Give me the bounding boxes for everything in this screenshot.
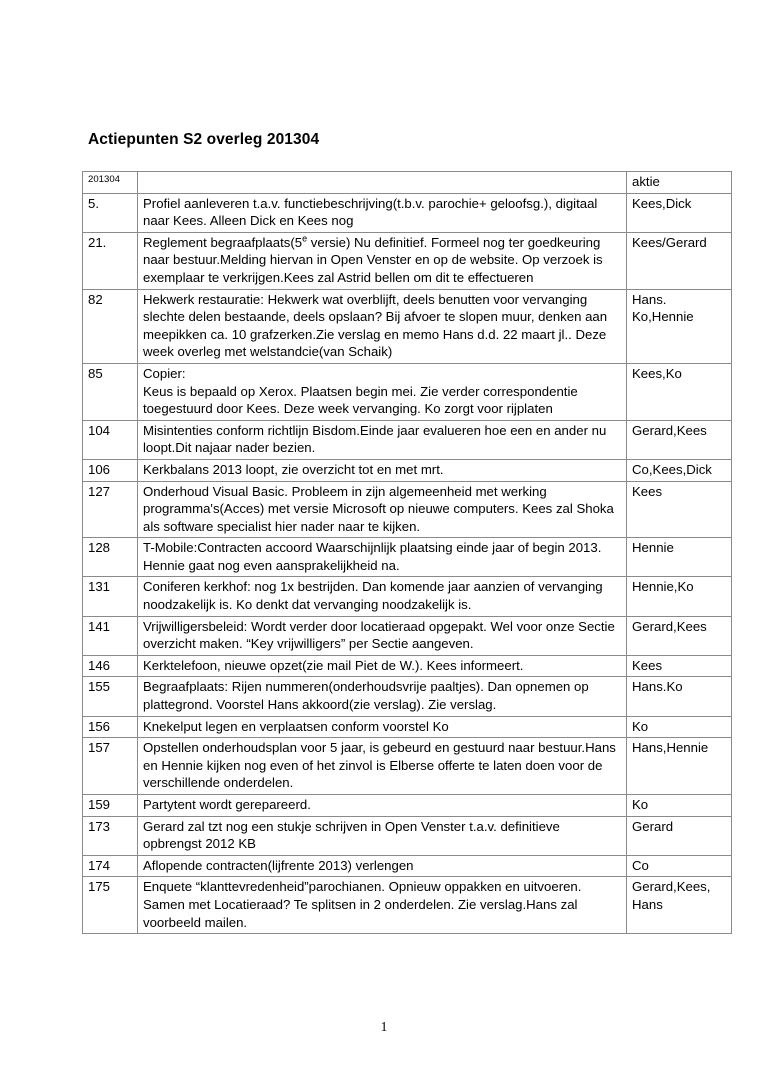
row-description-cell bbox=[138, 655, 627, 677]
description-text: Kerkbalans 2013 loopt, zie overzicht tot en met mrt. bbox=[143, 461, 444, 477]
actiepunten-table bbox=[82, 171, 732, 934]
row-aktie-cell: Co,Kees,Dick bbox=[627, 459, 732, 481]
row-description-cell bbox=[138, 677, 627, 716]
row-number-cell: 21. bbox=[83, 232, 138, 289]
description-text: Vrijwilligersbeleid: Wordt verder door locatieraad opgepakt. Wel voor onze Sectie overzicht maken. “Key vrijwilligers” per Sectie aangeven. bbox=[143, 618, 615, 652]
row-number-cell: 174 bbox=[83, 855, 138, 877]
description-text: Enquete “klanttevredenheid”parochianen. Opnieuw oppakken en uitvoeren. Samen met Locatieraad? Te splitsen in 2 onderdelen. Zie verslag.Hans zal voorbeeld mailen. bbox=[143, 879, 582, 930]
table-row bbox=[83, 289, 732, 363]
row-aktie-cell: Gerard bbox=[627, 816, 732, 855]
row-number-cell: 128 bbox=[83, 538, 138, 577]
table-row bbox=[83, 716, 732, 738]
row-aktie-cell: Hennie,Ko bbox=[627, 577, 732, 616]
row-description-cell bbox=[138, 363, 627, 420]
description-text: Reglement begraafplaats(5 bbox=[143, 234, 303, 250]
description-text: Coniferen kerkhof: nog 1x bestrijden. Dan komende jaar aanzien of vervanging noodzakelijk is. Ko denkt dat vervanging noodzakelijk is. bbox=[143, 579, 603, 613]
row-number-cell: 157 bbox=[83, 738, 138, 795]
description-text: Onderhoud Visual Basic. Probleem in zijn algemeenheid met werking programma's(Acces) met versie Microsoft op nieuwe computers. Kees zal Shoka als software specialist hier nader naar te kijken. bbox=[143, 483, 614, 534]
table-row bbox=[83, 481, 732, 538]
description-text: Partytent wordt gerepareerd. bbox=[143, 797, 311, 812]
description-text: T-Mobile:Contracten accoord Waarschijnlijk plaatsing einde jaar of begin 2013. Hennie gaat nog even aansprakelijkheid na. bbox=[143, 540, 602, 573]
row-description-cell bbox=[138, 616, 627, 655]
row-aktie-cell: Ko bbox=[627, 716, 732, 738]
row-aktie-cell: Kees,Ko bbox=[627, 363, 732, 420]
row-number-cell: 146 bbox=[83, 655, 138, 677]
ordinal-superscript: e bbox=[302, 233, 308, 244]
header-description-cell bbox=[138, 172, 627, 194]
table-row bbox=[83, 538, 732, 577]
description-text: Kerktelefoon, nieuwe opzet(zie mail Piet de W.). Kees informeert. bbox=[143, 657, 524, 673]
row-description-cell bbox=[138, 289, 627, 363]
row-aktie-cell: Hennie bbox=[627, 538, 732, 577]
table-row bbox=[83, 855, 732, 877]
row-number-cell: 173 bbox=[83, 816, 138, 855]
description-text: Misintenties conform richtlijn Bisdom.Einde jaar evalueren hoe een en ander nu loopt.Dit najaar nader bezien. bbox=[143, 422, 607, 456]
row-description-cell bbox=[138, 193, 627, 232]
description-text-cont: versie) Nu definitief. Formeel nog ter goedkeuring naar bestuur.Melding hiervan in Open Venster en op de website. Op verzoek is exemplaar te verkrijgen.Kees zal Astrid bellen om dit te effectueren bbox=[143, 234, 603, 285]
table-row bbox=[83, 420, 732, 459]
description-text: Begraafplaats: Rijen nummeren(onderhoudsvrije paaltjes). Dan opnemen op plattegrond. Voorstel Hans akkoord(zie verslag). Zie verslag. bbox=[143, 679, 589, 713]
row-aktie-cell: Hans,Hennie bbox=[627, 738, 732, 795]
row-description-cell bbox=[138, 716, 627, 738]
header-code-cell: 201304 bbox=[83, 172, 138, 194]
row-number-cell: 82 bbox=[83, 289, 138, 363]
table-row bbox=[83, 459, 732, 481]
row-description-cell bbox=[138, 877, 627, 934]
table-row bbox=[83, 655, 732, 677]
page-title: Actiepunten S2 overleg 201304 bbox=[88, 131, 320, 148]
description-text: Gerard zal tzt nog een stukje schrijven in Open Venster t.a.v. definitieve opbrengst 2012 KB bbox=[143, 818, 560, 852]
row-description-cell bbox=[138, 738, 627, 795]
row-number-cell: 5. bbox=[83, 193, 138, 232]
row-number-cell: 155 bbox=[83, 677, 138, 716]
table-row bbox=[83, 577, 732, 616]
row-description-cell bbox=[138, 855, 627, 877]
row-aktie-cell: Hans.Ko bbox=[627, 677, 732, 716]
row-number-cell: 131 bbox=[83, 577, 138, 616]
row-number-cell: 175 bbox=[83, 877, 138, 934]
header-aktie-cell: aktie bbox=[627, 172, 732, 194]
row-aktie-cell: Gerard,Kees bbox=[627, 420, 732, 459]
row-number-cell: 156 bbox=[83, 716, 138, 738]
row-aktie-cell: Kees,Dick bbox=[627, 193, 732, 232]
description-text: Aflopende contracten(lijfrente 2013) verlengen bbox=[143, 857, 414, 873]
description-text: Knekelput legen en verplaatsen conform voorstel Ko bbox=[143, 718, 449, 734]
row-number-cell: 106 bbox=[83, 459, 138, 481]
row-description-cell bbox=[138, 816, 627, 855]
description-text: Hekwerk restauratie: Hekwerk wat overblijft, deels benutten voor vervanging slechte delen bestaande, deels opslaan? Bij afvoer te slopen muur, denken aan meepikken ca. 10 grafzerken.Zie verslag en memo Hans d.d. 22 maart jl.. Deze week overleg met welstandcie(van Schaik) bbox=[143, 291, 608, 360]
row-description-cell bbox=[138, 481, 627, 538]
table-body bbox=[83, 172, 732, 934]
row-aktie-cell: Kees/Gerard bbox=[627, 232, 732, 289]
table-row bbox=[83, 816, 732, 855]
row-description-cell bbox=[138, 420, 627, 459]
row-aktie-cell: Gerard,Kees bbox=[627, 616, 732, 655]
row-description-cell bbox=[138, 459, 627, 481]
table-row bbox=[83, 677, 732, 716]
table-row bbox=[83, 795, 732, 817]
row-description-cell bbox=[138, 538, 627, 577]
row-number-cell: 85 bbox=[83, 363, 138, 420]
row-number-cell: 141 bbox=[83, 616, 138, 655]
table-header-row bbox=[83, 172, 732, 194]
row-aktie-cell: Ko bbox=[627, 795, 732, 817]
description-text: Profiel aanleveren t.a.v. functiebeschrijving(t.b.v. parochie+ geloofsg.), digitaal naar Kees. Alleen Dick en Kees nog bbox=[143, 195, 598, 229]
page-number: 1 bbox=[380, 1019, 388, 1034]
row-aktie-cell: Hans. Ko,Hennie bbox=[627, 289, 732, 363]
table-row bbox=[83, 738, 732, 795]
table-row bbox=[83, 193, 732, 232]
table-row bbox=[83, 232, 732, 289]
description-text: Copier: Keus is bepaald op Xerox. Plaatsen begin mei. Zie verder correspondentie toegestuurd door Kees. Deze week vervanging. Ko zorgt voor rijplaten bbox=[143, 365, 578, 417]
row-description-cell bbox=[138, 795, 627, 817]
row-aktie-cell: Kees bbox=[627, 655, 732, 677]
description-text: Opstellen onderhoudsplan voor 5 jaar, is gebeurd en gestuurd naar bestuur.Hans en Hennie kijken nog even of het zinvol is Elberse offerte te laten doen voor de verschillende onderdelen. bbox=[143, 740, 616, 791]
table-row bbox=[83, 616, 732, 655]
row-aktie-cell: Co bbox=[627, 855, 732, 877]
row-aktie-cell: Kees bbox=[627, 481, 732, 538]
table-row bbox=[83, 877, 732, 934]
row-description-cell bbox=[138, 232, 627, 289]
table-row bbox=[83, 363, 732, 420]
row-number-cell: 159 bbox=[83, 795, 138, 817]
row-number-cell: 104 bbox=[83, 420, 138, 459]
row-number-cell: 127 bbox=[83, 481, 138, 538]
row-aktie-cell: Gerard,Kees, Hans bbox=[627, 877, 732, 934]
row-description-cell bbox=[138, 577, 627, 616]
